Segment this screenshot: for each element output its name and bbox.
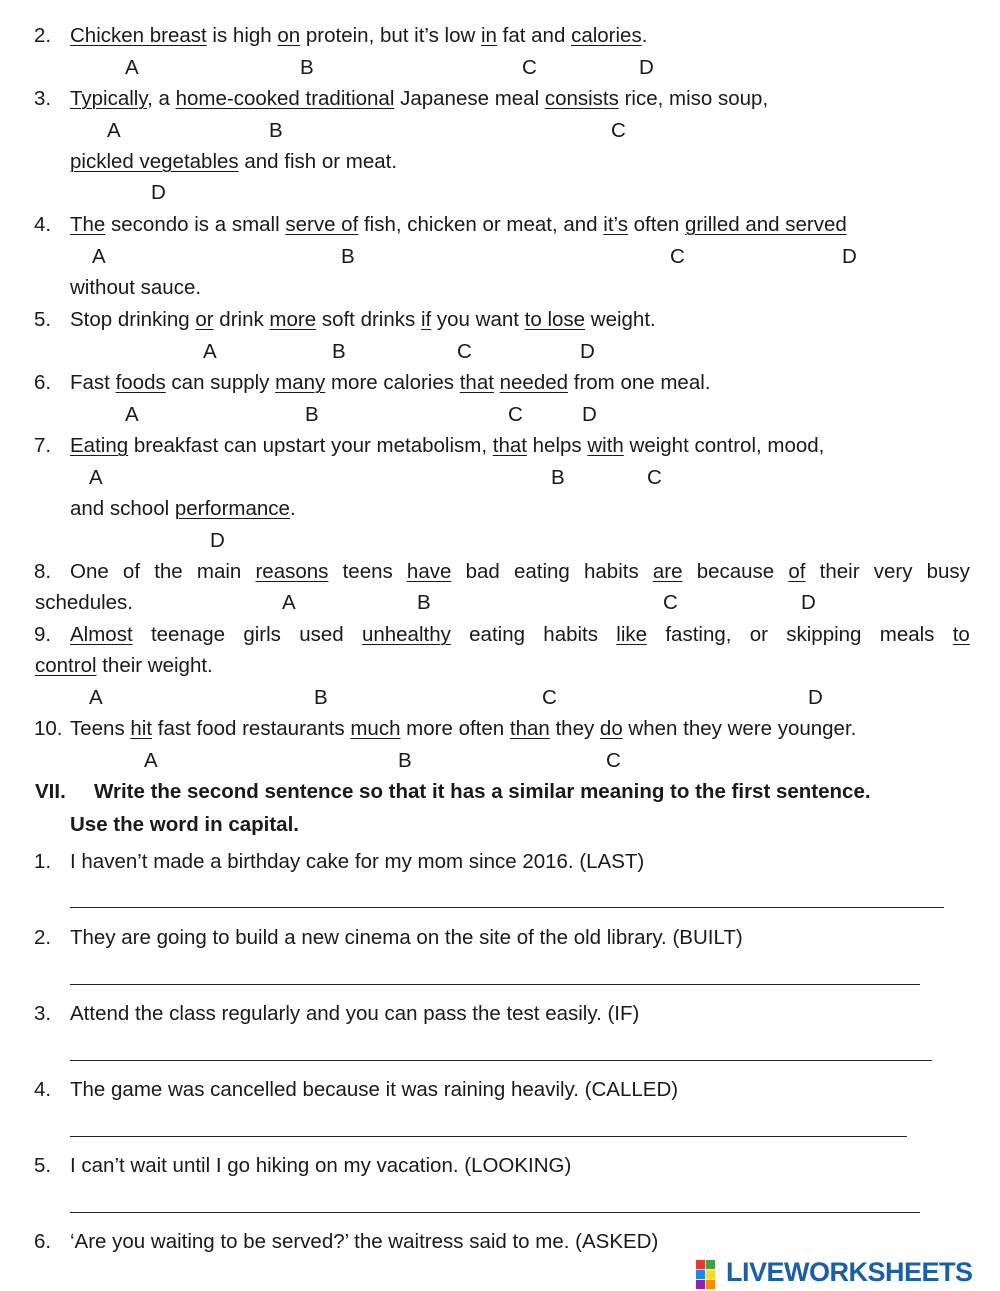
q3-text: Japanese meal — [394, 87, 545, 110]
q7-letter-a: A — [89, 466, 103, 489]
q10-letter-b: B — [398, 749, 412, 772]
q8-letter-a: A — [282, 591, 296, 614]
q6-text: Fast — [70, 371, 116, 394]
q5-text: you want — [431, 308, 525, 331]
rewrite-2-answer-line[interactable] — [70, 984, 920, 985]
q3-text: , a — [147, 87, 176, 110]
q6-letter-d: D — [582, 403, 597, 426]
q4-option-d: grilled and served — [684, 213, 847, 236]
rewrite-5-prompt: I can’t wait until I go hiking on my vacation. (LOOKING) — [70, 1154, 572, 1177]
q2-letter-c: C — [522, 56, 537, 79]
q7-text: breakfast can upstart your metabolism, — [128, 434, 493, 457]
q6-number: 6. — [34, 371, 52, 394]
q7-option-c: with — [587, 434, 624, 457]
q8-number: 8. — [34, 560, 52, 583]
q2-option-a: Chicken breast — [70, 24, 207, 47]
q3-number: 3. — [34, 87, 52, 110]
q2-option-d: calories — [571, 24, 642, 47]
q6-option-c: that — [459, 371, 494, 394]
q8-word: habits — [583, 560, 639, 583]
q8-word: busy — [926, 560, 970, 583]
q9-word: used — [299, 623, 344, 646]
q2-sentence — [70, 24, 647, 48]
logo-mark — [706, 1270, 715, 1279]
q7-option-b: that — [492, 434, 527, 457]
q9-word: eating — [469, 623, 526, 646]
q7-sentence — [70, 434, 824, 458]
q9-letter-a: A — [89, 686, 103, 709]
q8-option-b: have — [406, 560, 452, 583]
q2-text: protein, but it’s low — [300, 24, 481, 47]
q7-text: . — [289, 497, 296, 520]
q6-option-a: foods — [115, 371, 166, 394]
q8-word: eating — [513, 560, 570, 583]
q2-letter-b: B — [300, 56, 314, 79]
section-vii-title: Write the second sentence so that it has a similar meaning to the first sentence. — [94, 780, 871, 803]
q3-option-a: Typically — [70, 87, 148, 110]
q3-text: rice, miso soup, — [618, 87, 769, 110]
rewrite-1-prompt: I haven’t made a birthday cake for my mom since 2016. (LAST) — [70, 850, 645, 873]
q4-text: fish, chicken or meat, and — [358, 213, 604, 236]
rewrite-2-prompt: They are going to build a new cinema on the site of the old library. (BUILT) — [70, 926, 743, 949]
section-vii-number: VII. — [35, 780, 66, 803]
q5-letter-c: C — [457, 340, 472, 363]
logo-mark — [696, 1280, 705, 1289]
q5-option-d: to lose — [524, 308, 586, 331]
q6-letter-a: A — [125, 403, 139, 426]
q8-word: One — [70, 560, 109, 583]
rewrite-3-prompt: Attend the class regularly and you can pass the test easily. (IF) — [70, 1002, 640, 1025]
q5-text: weight. — [585, 308, 656, 331]
q3-text: and fish or meat. — [238, 150, 398, 173]
q4-option-a: The — [70, 213, 106, 236]
q6-text: more calories — [325, 371, 460, 394]
q6-letter-b: B — [305, 403, 319, 426]
rewrite-4-number: 4. — [34, 1078, 52, 1101]
q5-sentence — [70, 308, 656, 332]
logo-mark — [706, 1260, 715, 1269]
logo-mark — [696, 1270, 705, 1279]
q4-text: often — [627, 213, 685, 236]
liveworksheets-logo — [696, 1258, 996, 1288]
q9-word: girls — [243, 623, 281, 646]
logo-text: LIVEWORKSHEETS — [726, 1257, 973, 1287]
q7-text: helps — [526, 434, 588, 457]
q8-word: teens — [342, 560, 393, 583]
q7-letter-b: B — [551, 466, 565, 489]
q5-text: soft drinks — [316, 308, 421, 331]
q9-word: teenage — [150, 623, 226, 646]
q9-option-d-part2: control — [35, 654, 97, 677]
q7-letter-c: C — [647, 466, 662, 489]
q5-text: drink — [213, 308, 270, 331]
rewrite-1-answer-line[interactable] — [70, 907, 944, 908]
rewrite-5-answer-line[interactable] — [70, 1212, 920, 1213]
q7-text: and school — [70, 497, 175, 520]
q8-letter-b: B — [417, 591, 431, 614]
q9-letter-d: D — [808, 686, 823, 709]
q10-text: they — [549, 717, 600, 740]
q9-word: meals — [879, 623, 935, 646]
rewrite-6-prompt: ‘Are you waiting to be served?’ the waitress said to me. (ASKED) — [70, 1230, 659, 1253]
q7-number: 7. — [34, 434, 52, 457]
q10-letter-c: C — [606, 749, 621, 772]
q5-number: 5. — [34, 308, 52, 331]
q8-word: bad — [465, 560, 500, 583]
q4-number: 4. — [34, 213, 52, 236]
q2-option-b: on — [277, 24, 301, 47]
q4-sentence — [70, 213, 847, 237]
q8-word: the — [154, 560, 183, 583]
q3-option-c: consists — [544, 87, 619, 110]
q10-option-a: hit — [130, 717, 153, 740]
rewrite-3-answer-line[interactable] — [70, 1060, 932, 1061]
logo-mark — [706, 1280, 715, 1289]
q9-option-c: like — [616, 623, 648, 646]
rewrite-3-number: 3. — [34, 1002, 52, 1025]
q6-option-d: needed — [499, 371, 569, 394]
q2-option-c: in — [481, 24, 497, 47]
q8-sentence — [70, 560, 970, 584]
q8-sentence-cont: schedules. — [35, 591, 134, 614]
q10-text: more often — [400, 717, 510, 740]
q2-text: is high — [206, 24, 278, 47]
q7-letter-d: D — [210, 529, 225, 552]
q3-sentence — [70, 87, 768, 111]
q7-text: weight control, mood, — [623, 434, 825, 457]
q4-option-c: it’s — [603, 213, 628, 236]
q4-letter-c: C — [670, 245, 685, 268]
q9-number: 9. — [34, 623, 52, 646]
q4-letter-a: A — [92, 245, 106, 268]
q5-option-b: more — [269, 308, 317, 331]
q8-option-a: reasons — [255, 560, 329, 583]
q6-letter-c: C — [508, 403, 523, 426]
q10-text: fast food restaurants — [152, 717, 351, 740]
q9-option-b: unhealthy — [361, 623, 451, 646]
rewrite-1-number: 1. — [34, 850, 52, 873]
q9-sentence — [70, 623, 970, 647]
q9-word: skipping — [786, 623, 862, 646]
q3-option-d: pickled vegetables — [70, 150, 239, 173]
q5-text: Stop drinking — [70, 308, 196, 331]
q4-letter-d: D — [842, 245, 857, 268]
q3-letter-c: C — [611, 119, 626, 142]
q10-letter-a: A — [144, 749, 158, 772]
q3-letter-d: D — [151, 181, 166, 204]
q10-option-b: much — [350, 717, 401, 740]
q5-option-a: or — [195, 308, 214, 331]
q8-word: main — [196, 560, 242, 583]
q4-letter-b: B — [341, 245, 355, 268]
logo-mark — [696, 1260, 705, 1269]
q10-option-d: do — [599, 717, 623, 740]
q10-text: when they were younger. — [622, 717, 857, 740]
q6-text: can supply — [165, 371, 276, 394]
q9-word: fasting, — [665, 623, 732, 646]
q4-text: secondo is a small — [105, 213, 286, 236]
rewrite-5-number: 5. — [34, 1154, 52, 1177]
q9-letter-b: B — [314, 686, 328, 709]
q9-word: habits — [543, 623, 599, 646]
q6-text: from one meal. — [568, 371, 711, 394]
q2-number: 2. — [34, 24, 52, 47]
q6-option-b: many — [275, 371, 326, 394]
q10-sentence — [70, 717, 856, 741]
q8-letter-c: C — [663, 591, 678, 614]
q4-sentence-cont: without sauce. — [70, 276, 202, 299]
q10-number: 10. — [34, 717, 63, 740]
rewrite-4-prompt: The game was cancelled because it was raining heavily. (CALLED) — [70, 1078, 679, 1101]
rewrite-2-number: 2. — [34, 926, 52, 949]
q8-option-c: are — [652, 560, 683, 583]
q5-option-c: if — [420, 308, 432, 331]
q3-sentence-cont — [70, 150, 397, 174]
q5-letter-b: B — [332, 340, 346, 363]
q2-text: fat and — [496, 24, 572, 47]
q3-letter-b: B — [269, 119, 283, 142]
q8-word: because — [696, 560, 775, 583]
q3-option-b: home-cooked traditional — [175, 87, 395, 110]
q5-letter-d: D — [580, 340, 595, 363]
q7-option-a: Eating — [70, 434, 129, 457]
q7-option-d: performance — [174, 497, 290, 520]
q9-option-d-part1: to — [952, 623, 970, 646]
q9-letter-c: C — [542, 686, 557, 709]
q8-word: very — [873, 560, 913, 583]
rewrite-4-answer-line[interactable] — [70, 1136, 907, 1137]
q3-letter-a: A — [107, 119, 121, 142]
q2-text: . — [641, 24, 648, 47]
q2-letter-a: A — [125, 56, 139, 79]
q4-option-b: serve of — [285, 213, 359, 236]
q8-letter-d: D — [801, 591, 816, 614]
q7-sentence-cont — [70, 497, 296, 521]
q9-word: or — [749, 623, 768, 646]
q9-option-a: Almost — [70, 623, 133, 646]
q8-word: their — [819, 560, 860, 583]
q6-sentence — [70, 371, 710, 395]
q8-option-d: of — [788, 560, 806, 583]
rewrite-6-number: 6. — [34, 1230, 52, 1253]
q9-text: their weight. — [96, 654, 213, 677]
section-vii-subtitle: Use the word in capital. — [70, 813, 299, 836]
q2-letter-d: D — [639, 56, 654, 79]
q10-option-c: than — [509, 717, 550, 740]
q5-letter-a: A — [203, 340, 217, 363]
q9-sentence-cont — [35, 654, 213, 678]
q8-word: of — [122, 560, 141, 583]
q10-text: Teens — [70, 717, 131, 740]
